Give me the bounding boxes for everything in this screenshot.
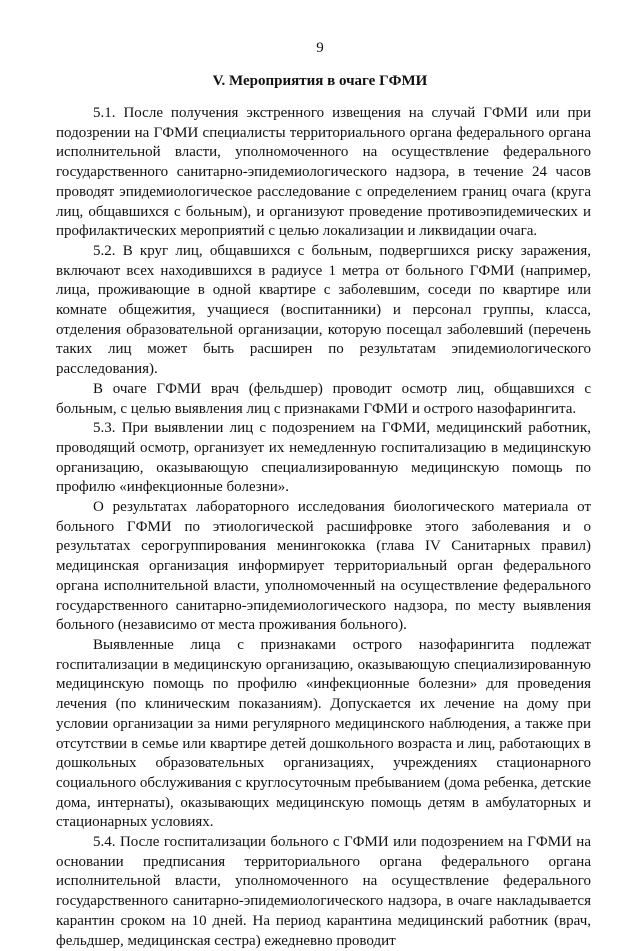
section-title: V. Мероприятия в очаге ГФМИ xyxy=(212,73,428,89)
body-text xyxy=(56,104,591,951)
paragraph-nasopharyngitis: Выявленные лица с признаками острого назофарингита подлежат госпитализации в медицинскую организацию, оказывающую специализированную медицинскую помощь по профилю «инфекционные болезни» для проведения лечения (по клиническим показаниям). Допускается их лечение на дому при условии организации за ними регулярного медицинского наблюдения, а также при отсутствии в семье или квартире детей дошкольного возраста и лиц, работающих в дошкольных образовательных организациях, учреждениях стационарного социального обслуживания с круглосуточным пребыванием (дома ребенка, детские дома, интернаты), оказывающих медицинскую помощь детям в амбулаторных и стационарных условиях. xyxy=(56,636,591,831)
paragraph-lab-results: О результатах лабораторного исследования биологического материала от больного ГФМИ по этиологической расшифровке этого заболевания и о результатах серогруппирования менингококка (глава IV Санитарных правил) медицинская организация информирует территориальный орган федерального органа исполнительной власти, уполномоченный на осуществление федерального государственного санитарно-эпидемиологического надзора, по месту выявления больного (независимо от места проживания больного). xyxy=(56,499,591,634)
paragraph-5-3: 5.3. При выявлении лиц с подозрением на ГФМИ, медицинский работник, проводящий осмотр, организует их немедленную госпитализацию в медицинскую организацию, оказывающую специализированную медицинскую помощь по профилю «инфекционные болезни». xyxy=(56,420,591,496)
page-number: 9 xyxy=(316,40,324,56)
paragraph-5-4: 5.4. После госпитализации больного с ГФМИ или подозрением на ГФМИ на основании предписания территориального органа федерального органа исполнительной власти, уполномоченного на осуществление федерального государственного санитарно-эпидемиологического надзора, в очаге накладывается карантин сроком на 10 дней. На период карантина медицинский работник (врач, фельдшер, медицинская сестра) ежедневно проводит xyxy=(56,834,591,949)
paragraph-5-2: 5.2. В круг лиц, общавшихся с больным, подвергшихся риску заражения, включают всех находившихся в радиусе 1 метра от больного ГФМИ (например, лица, проживающие в одной квартире с заболевшим, соседи по квартире или комнате общежития, учащиеся (воспитанники) и персонал группы, класса, отделения образовательной организации, которую посещал заболевший (перечень таких лиц может быть расширен по результатам эпидемиологического расследования). xyxy=(56,242,591,378)
paragraph-5-1: 5.1. После получения экстренного извещения на случай ГФМИ или при подозрении на ГФМИ специалисты территориального органа федерального органа исполнительной власти, уполномоченного на осуществление федерального государственного санитарно-эпидемиологического надзора, в течение 24 часов проводят эпидемиологическое расследование с определением границ очага (круга лиц, общавшихся с больным), и организуют проведение противоэпидемических и профилактических мероприятий с целью локализации и ликвидации очага. xyxy=(56,105,591,240)
paragraph-examination: В очаге ГФМИ врач (фельдшер) проводит осмотр лиц, общавшихся с больным, с целью выявления лиц с признаками ГФМИ и острого назофарингита. xyxy=(56,380,591,417)
